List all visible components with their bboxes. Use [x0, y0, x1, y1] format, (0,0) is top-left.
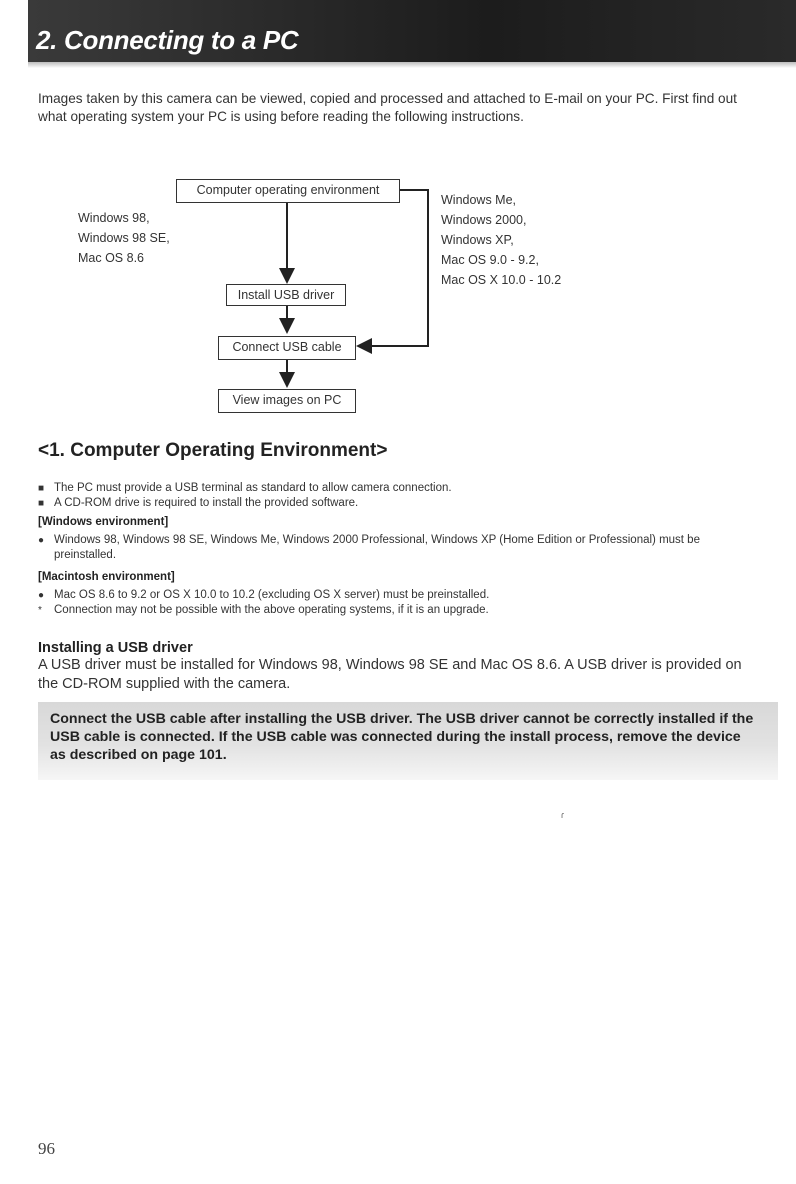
bullet-text: A CD-ROM drive is required to install the provided software.: [54, 497, 359, 509]
bullet-item: [38, 496, 758, 511]
page-number: 96: [38, 1139, 55, 1158]
bullet-square-icon: ■: [38, 483, 45, 494]
os-item: Windows Me,: [441, 193, 517, 207]
intro-paragraph: Images taken by this camera can be viewed, copied and processed and attached to E-mail on your PC. First find out what operating system your PC is using before reading the following instructions.: [38, 91, 737, 124]
os-item: Windows 98,: [78, 211, 150, 225]
asterisk-icon: *: [38, 605, 42, 616]
section-heading: <1. Computer Operating Environment>: [38, 440, 388, 461]
bullet-item: [38, 481, 758, 496]
page-title: 2. Connecting to a PC: [36, 25, 299, 55]
bullet-dot-icon: ●: [38, 590, 45, 601]
os-list-right: [441, 190, 561, 290]
os-list-left: [78, 208, 170, 268]
windows-environment-heading: [Windows environment]: [38, 516, 169, 528]
macintosh-environment-item: [38, 588, 758, 603]
flow-box-view-images: View images on PC: [218, 389, 356, 413]
macintosh-environment-heading: [Macintosh environment]: [38, 571, 175, 583]
macintosh-note-item: [38, 603, 758, 618]
bullet-square-icon: ■: [38, 498, 45, 509]
bullet-text: Mac OS 8.6 to 9.2 or OS X 10.0 to 10.2 (excluding OS X server) must be preinstalled.: [54, 589, 490, 601]
windows-environment-item: [38, 533, 758, 563]
os-item: Windows 2000,: [441, 213, 527, 227]
caution-note-box: [38, 702, 778, 780]
os-item: Mac OS X 10.0 - 10.2: [441, 273, 562, 287]
arrow-bypass-to-connect: [364, 190, 428, 346]
flow-box-computer-environment: Computer operating environment: [176, 179, 400, 203]
caution-note-text: Connect the USB cable after installing the USB driver. The USB driver cannot be correctly installed if the USB cable is connected. If the USB cable was connected during the install process, remove the device as described on page 101.: [50, 711, 754, 763]
flow-box-connect-usb-cable: Connect USB cable: [218, 336, 356, 360]
os-item: Mac OS 8.6: [78, 251, 144, 265]
installing-usb-driver-heading: Installing a USB driver: [38, 640, 193, 656]
flow-box-install-usb-driver: Install USB driver: [226, 284, 346, 306]
stray-mark: ɾ: [561, 810, 564, 820]
bullet-text: Windows 98, Windows 98 SE, Windows Me, Windows 2000 Professional, Windows XP (Home Edition or Professional) must be preinstalled.: [54, 534, 700, 561]
os-item: Mac OS 9.0 - 9.2,: [441, 253, 539, 267]
bullet-text: The PC must provide a USB terminal as standard to allow camera connection.: [54, 482, 452, 494]
installing-usb-driver-text: A USB driver must be installed for Windows 98, Windows 98 SE and Mac OS 8.6. A USB driver is provided on the CD-ROM supplied with the camera.: [38, 657, 742, 692]
os-item: Windows XP,: [441, 233, 514, 247]
bullet-text: Connection may not be possible with the above operating systems, if it is an upgrade.: [54, 604, 489, 616]
bullet-dot-icon: ●: [38, 535, 45, 546]
os-item: Windows 98 SE,: [78, 231, 170, 245]
